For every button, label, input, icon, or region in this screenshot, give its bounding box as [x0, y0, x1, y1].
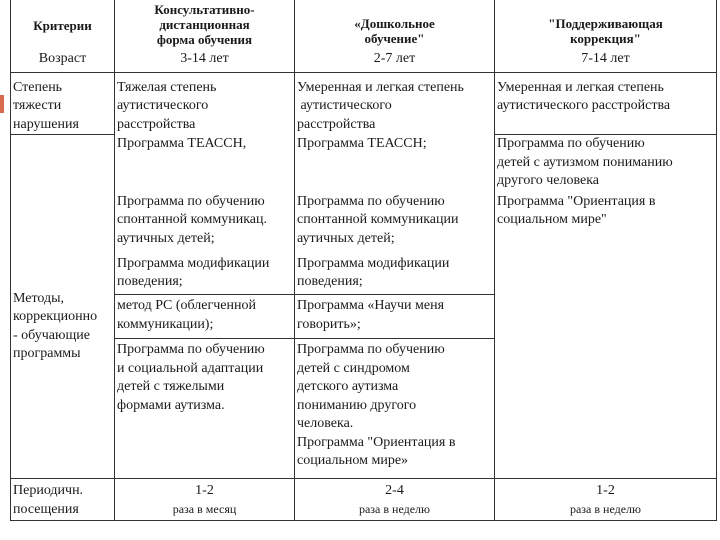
severity-label-line-2: тяжести: [13, 98, 62, 113]
age-supportive-cell: [495, 50, 717, 72]
behavior-distance-line-2: поведения;: [117, 274, 183, 289]
periodicity-supportive-cell: [495, 479, 717, 521]
communication-supportive-line-2: социальном мире": [497, 212, 607, 227]
communication-supportive-line-1: Программа "Ориентация в: [497, 193, 656, 209]
behavior-preschool-line-2: поведения;: [297, 274, 363, 289]
periodicity-preschool-value: 2-4: [385, 483, 404, 498]
age-label-cell: [11, 50, 115, 72]
severity-supportive-cell: [495, 72, 717, 135]
severity-preschool-line-3: расстройства: [297, 116, 376, 132]
criteria-header-label: Критерии: [33, 17, 92, 33]
periodicity-label-line-1: Периодичн.: [13, 483, 84, 498]
periodicity-preschool-cell: [295, 479, 495, 521]
social-distance-cell: [115, 339, 295, 479]
methods-label-line-2: коррекционно: [13, 309, 98, 324]
age-preschool-cell: [295, 50, 495, 72]
pecs-preschool-line-1: Программа «Научи меня: [297, 298, 445, 313]
teacch-preschool-cell: [295, 135, 495, 193]
age-preschool: 2-7 лет: [373, 51, 416, 66]
pecs-distance-line-1: метод PC (облегченной: [117, 298, 256, 313]
preschool-header-line-2: обучение": [364, 31, 425, 46]
behavior-distance-cell: [115, 255, 295, 295]
age-distance: 3-14 лет: [180, 51, 229, 66]
preschool-header-line-1: «Дошкольное: [354, 16, 435, 31]
periodicity-supportive-unit: раза в неделю: [569, 502, 642, 516]
communication-preschool-line-2: спонтанной коммуникации: [297, 212, 459, 227]
methods-label-line-3: - обучающие: [13, 327, 90, 343]
communication-preschool-cell: [295, 193, 495, 255]
teacch-preschool: Программа ТЕАССН;: [297, 135, 427, 151]
preschool-header: [295, 0, 495, 50]
periodicity-distance-cell: [115, 479, 295, 521]
periodicity-label-line-2: посещения: [13, 502, 79, 517]
distance-form-header-line-1: Консультативно-: [154, 2, 255, 17]
pecs-preschool-line-2: говорить»;: [297, 316, 361, 332]
supportive-correction-header-line-2: коррекция": [570, 31, 641, 46]
pecs-preschool-cell: [295, 295, 495, 339]
age-supportive: 7-14 лет: [581, 51, 630, 66]
severity-label-line-1: Степень: [13, 79, 63, 95]
periodicity-preschool-unit: раза в неделю: [358, 502, 431, 516]
social-preschool-line-6: Программа "Ориентация в: [297, 434, 456, 450]
age-row: [11, 50, 717, 72]
severity-preschool-line-1: Умеренная и легкая степень: [297, 79, 464, 95]
methods-label-line-1: Методы,: [13, 290, 65, 306]
severity-supportive-line-1: Умеренная и легкая степень: [497, 79, 664, 95]
behavior-preschool-cell: [295, 255, 495, 295]
severity-preschool-line-2: аутистического: [297, 98, 392, 113]
teacch-distance: Программа ТЕАССН,: [117, 135, 247, 151]
communication-distance-cell: [115, 193, 295, 255]
communication-distance-line-2: спонтанной коммуникац.: [117, 212, 268, 227]
communication-preschool-line-1: Программа по обучению: [297, 193, 445, 209]
severity-supportive-line-2: аутистического расстройства: [497, 98, 671, 113]
communication-row: [11, 193, 717, 255]
social-preschool-line-1: Программа по обучению: [297, 342, 445, 357]
teacch-distance-cell: [115, 135, 295, 193]
periodicity-label-cell: [11, 479, 115, 521]
social-distance-line-2: и социальной адаптации: [117, 360, 264, 376]
distance-form-header: [115, 0, 295, 50]
methods-label-line-4: программы: [13, 346, 81, 361]
severity-label-cell: [11, 72, 115, 135]
social-distance-line-4: формами аутизма.: [117, 397, 225, 413]
teacch-supportive-line-1: Программа по обучению: [497, 136, 645, 151]
communication-distance-line-1: Программа по обучению: [117, 193, 265, 209]
distance-form-header-line-3: форма обучения: [156, 32, 253, 47]
supportive-correction-header-line-1: "Поддерживающая: [548, 16, 663, 31]
communication-preschool-line-3: аутичных детей;: [297, 230, 395, 246]
social-preschool-line-5: человека.: [297, 416, 354, 431]
behavior-distance-line-1: Программа модификации: [117, 255, 270, 271]
social-preschool-cell: [295, 339, 495, 479]
communication-distance-line-3: аутичных детей;: [117, 230, 215, 246]
social-distance-line-3: детей с тяжелыми: [117, 379, 225, 394]
communication-supportive-cell: [495, 193, 717, 479]
age-label: Возраст: [38, 51, 87, 66]
severity-label-line-3: нарушения: [13, 116, 79, 132]
social-preschool-line-2: детей с синдромом: [297, 360, 410, 376]
periodicity-row: [11, 479, 717, 521]
social-preschool-line-3: детского аутизма: [297, 379, 399, 394]
slide-accent-bar: [0, 95, 4, 113]
teacch-row: [11, 135, 717, 193]
teacch-supportive-line-2: детей с аутизмом пониманию: [497, 154, 673, 170]
header-row: [11, 0, 717, 50]
distance-form-header-line-2: дистанционная: [159, 17, 250, 32]
criteria-header: [11, 0, 115, 50]
supportive-correction-header: [495, 0, 717, 50]
periodicity-supportive-value: 1-2: [596, 483, 615, 498]
social-distance-line-1: Программа по обучению: [117, 342, 265, 357]
behavior-preschool-line-1: Программа модификации: [297, 255, 450, 271]
teacch-supportive-line-3: другого человека: [497, 173, 600, 188]
periodicity-distance-value: 1-2: [195, 483, 214, 498]
severity-distance-line-1: Тяжелая степень: [117, 79, 217, 95]
periodicity-distance-unit: раза в месяц: [172, 502, 237, 516]
severity-row: [11, 72, 717, 135]
severity-preschool-cell: [295, 72, 495, 135]
social-preschool-line-7: социальном мире»: [297, 453, 409, 468]
severity-distance-line-2: аутистического: [117, 98, 209, 113]
severity-distance-cell: [115, 72, 295, 135]
social-preschool-line-4: пониманию другого: [297, 397, 417, 413]
teacch-supportive-cell: [495, 135, 717, 193]
pecs-distance-cell: [115, 295, 295, 339]
comparison-table: [10, 0, 717, 521]
age-distance-cell: [115, 50, 295, 72]
methods-label-cell: [11, 135, 115, 479]
pecs-distance-line-2: коммуникации);: [117, 316, 214, 332]
severity-distance-line-3: расстройства: [117, 116, 196, 132]
